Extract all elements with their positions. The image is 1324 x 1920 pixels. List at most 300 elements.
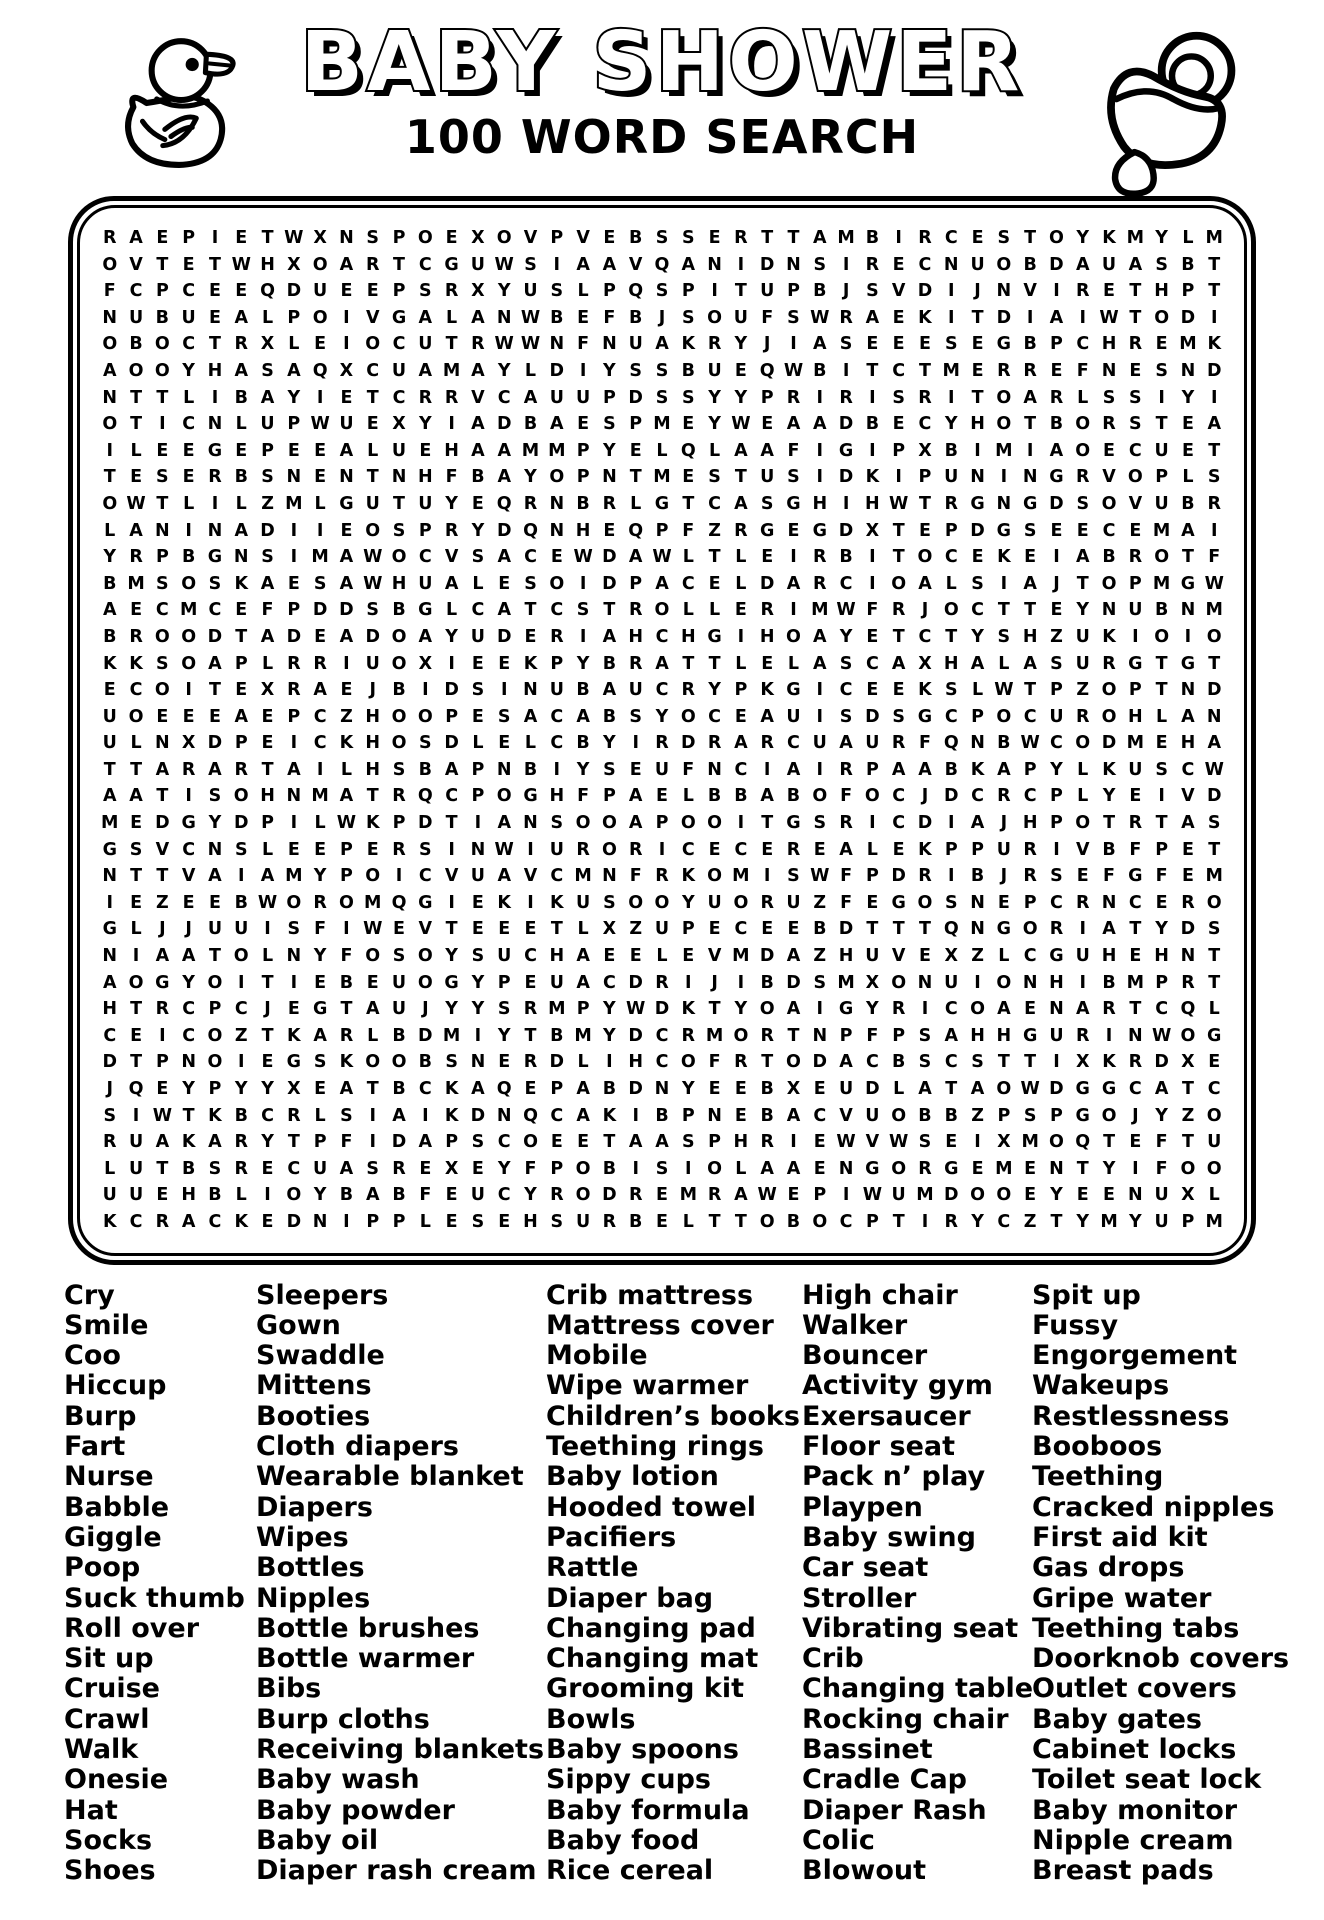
grid-letter: L — [1208, 999, 1220, 1020]
grid-letter: D — [1049, 254, 1064, 275]
grid-letter: L — [314, 1105, 326, 1126]
grid-letter: E — [130, 1025, 143, 1046]
grid-letter: Q — [496, 1079, 512, 1099]
grid-letter: S — [839, 334, 853, 355]
grid-letter: P — [392, 1211, 406, 1232]
grid-letter: E — [393, 919, 405, 940]
grid-letter: I — [579, 626, 587, 647]
grid-letter: D — [1049, 1079, 1064, 1099]
grid-letter: L — [340, 759, 352, 780]
grid-letter: P — [208, 1079, 222, 1099]
grid-letter: G — [286, 1052, 302, 1073]
grid-letter: L — [235, 414, 247, 435]
grid-letter: K — [523, 653, 538, 674]
grid-letter: B — [339, 1185, 354, 1206]
grid-letter: R — [1128, 1052, 1143, 1073]
grid-letter: V — [865, 1132, 880, 1153]
grid-letter: I — [921, 1211, 929, 1232]
grid-letter: I — [553, 759, 561, 780]
grid-letter: H — [943, 653, 959, 674]
grid-letter: I — [974, 972, 981, 993]
grid-letter: T — [103, 759, 116, 780]
word-search-inner-border — [77, 205, 1247, 1256]
grid-letter: U — [891, 1185, 906, 1206]
grid-letter: O — [996, 414, 1012, 435]
grid-letter: S — [1207, 919, 1221, 940]
grid-letter: O — [917, 547, 933, 568]
grid-letter: B — [576, 733, 590, 754]
grid-letter: I — [1053, 1052, 1060, 1073]
grid-letter: K — [234, 573, 249, 594]
word-list-column — [256, 1281, 546, 1887]
grid-letter: P — [734, 680, 748, 701]
grid-letter: R — [234, 334, 248, 355]
grid-letter: I — [527, 839, 534, 860]
grid-letter: A — [786, 999, 801, 1020]
grid-letter: I — [1105, 1025, 1113, 1046]
grid-letter: D — [444, 733, 459, 754]
grid-letter: E — [1024, 1185, 1037, 1206]
grid-letter: R — [655, 733, 669, 754]
grid-letter: P — [550, 228, 564, 248]
grid-letter: N — [1180, 946, 1196, 967]
grid-letter: C — [734, 839, 748, 860]
grid-letter: E — [208, 281, 221, 302]
grid-letter: T — [945, 626, 958, 647]
grid-letter: B — [576, 493, 590, 514]
grid-letter: C — [497, 1132, 511, 1153]
grid-letter: I — [290, 520, 298, 541]
grid-letter: H — [996, 1025, 1012, 1046]
word-list-item: Colic — [802, 1824, 875, 1856]
grid-letter: U — [523, 281, 538, 302]
grid-letter: J — [106, 1079, 114, 1099]
grid-letter: O — [128, 360, 144, 381]
grid-letter: O — [707, 307, 723, 328]
grid-letter: E — [524, 972, 537, 993]
grid-letter: O — [812, 1211, 828, 1232]
grid-letter: L — [656, 946, 668, 967]
grid-letter: T — [787, 228, 800, 248]
word-list-item: Car seat — [802, 1552, 929, 1584]
grid-letter: E — [235, 281, 248, 302]
grid-letter: Y — [576, 759, 590, 780]
grid-letter: C — [971, 600, 984, 621]
grid-letter: Y — [1102, 786, 1116, 807]
word-list-item: Exersaucer — [802, 1400, 971, 1432]
grid-letter: E — [550, 1132, 563, 1153]
grid-letter: P — [708, 1132, 721, 1153]
grid-letter: U — [786, 706, 801, 727]
grid-letter: R — [1181, 892, 1195, 913]
grid-letter: I — [658, 839, 666, 860]
grid-letter: I — [790, 547, 797, 568]
grid-letter: U — [1207, 1132, 1222, 1153]
grid-letter: N — [102, 866, 118, 887]
grid-letter: I — [606, 1052, 613, 1073]
grid-letter: Y — [1155, 228, 1168, 248]
grid-letter: A — [260, 626, 275, 647]
grid-letter: O — [891, 972, 907, 993]
grid-letter: J — [921, 600, 929, 621]
grid-letter: S — [576, 600, 590, 621]
grid-letter: I — [343, 919, 350, 940]
grid-letter: E — [1129, 520, 1142, 541]
grid-letter: F — [603, 307, 616, 328]
grid-letter: Y — [208, 813, 222, 834]
grid-letter: C — [550, 1105, 564, 1126]
grid-letter: T — [130, 387, 143, 408]
grid-letter: Y — [944, 414, 958, 435]
grid-letter: S — [1129, 414, 1142, 435]
grid-letter: E — [471, 653, 484, 674]
grid-letter: Y — [603, 440, 616, 461]
grid-letter: T — [1155, 653, 1168, 674]
grid-row — [90, 1209, 1234, 1236]
grid-letter: R — [181, 759, 196, 780]
grid-letter: D — [207, 626, 223, 647]
grid-letter: M — [442, 360, 461, 381]
grid-letter: T — [156, 254, 169, 275]
grid-letter: B — [865, 414, 880, 435]
grid-letter: R — [103, 1132, 117, 1153]
grid-letter: R — [602, 493, 617, 514]
grid-letter: P — [1155, 972, 1169, 993]
grid-letter: Q — [260, 281, 275, 302]
grid-letter: I — [869, 573, 876, 594]
grid-letter: N — [970, 892, 985, 913]
grid-letter: B — [181, 1158, 196, 1179]
grid-letter: O — [891, 1158, 907, 1179]
grid-letter: D — [1101, 733, 1117, 754]
grid-letter: N — [102, 946, 118, 967]
grid-letter: M — [1021, 1132, 1039, 1153]
grid-letter: M — [811, 600, 829, 621]
grid-letter: A — [734, 733, 748, 754]
grid-letter: C — [944, 706, 958, 727]
grid-letter: B — [813, 919, 827, 940]
grid-letter: V — [891, 946, 906, 967]
grid-letter: B — [1181, 254, 1195, 275]
word-list-item: First aid kit — [1032, 1521, 1208, 1553]
grid-letter: Q — [628, 520, 644, 541]
grid-letter: O — [102, 254, 118, 275]
grid-letter: A — [1049, 440, 1064, 461]
grid-letter: L — [130, 733, 142, 754]
grid-letter: Z — [629, 919, 643, 940]
grid-letter: J — [159, 919, 166, 940]
grid-letter: E — [340, 387, 353, 408]
grid-letter: S — [103, 1105, 117, 1126]
grid-letter: C — [1207, 1079, 1221, 1099]
grid-letter: A — [997, 999, 1011, 1020]
grid-letter: W — [336, 813, 357, 834]
grid-letter: E — [1181, 839, 1194, 860]
grid-letter: E — [471, 919, 484, 940]
grid-letter: A — [497, 600, 511, 621]
word-list-item: Hiccup — [64, 1370, 167, 1402]
grid-letter: I — [211, 228, 219, 248]
grid-letter: B — [1102, 839, 1116, 860]
word-list-item: Onesie — [64, 1764, 169, 1796]
grid-letter: E — [892, 334, 905, 355]
grid-letter: T — [971, 387, 984, 408]
grid-letter: V — [129, 254, 143, 275]
grid-letter: O — [496, 786, 512, 807]
grid-letter: Z — [1023, 1211, 1037, 1232]
grid-letter: E — [498, 1052, 511, 1073]
grid-letter: K — [365, 813, 380, 834]
word-list-item: Baby wash — [256, 1764, 420, 1796]
grid-letter: E — [156, 706, 169, 727]
grid-letter: S — [1023, 520, 1037, 541]
grid-letter: O — [286, 1185, 302, 1206]
grid-letter: M — [837, 972, 855, 993]
grid-letter: T — [208, 680, 221, 701]
grid-letter: I — [1132, 626, 1139, 647]
grid-letter: B — [418, 759, 432, 780]
grid-letter: N — [549, 493, 565, 514]
grid-letter: A — [155, 946, 170, 967]
grid-letter: A — [1181, 706, 1195, 727]
grid-letter: W — [652, 547, 672, 568]
grid-letter: T — [208, 254, 221, 275]
grid-letter: M — [1205, 228, 1223, 248]
grid-letter: C — [1050, 733, 1063, 754]
grid-letter: D — [207, 733, 223, 754]
grid-letter: S — [681, 387, 695, 408]
grid-letter: I — [422, 1105, 429, 1126]
grid-letter: R — [576, 839, 590, 860]
grid-row — [90, 1076, 1234, 1103]
grid-letter: U — [391, 999, 407, 1020]
grid-letter: M — [653, 467, 671, 488]
grid-letter: S — [1155, 254, 1168, 275]
grid-letter: D — [1049, 493, 1064, 514]
grid-letter: E — [682, 946, 695, 967]
grid-letter: W — [1020, 1079, 1040, 1099]
grid-letter: E — [1103, 1185, 1116, 1206]
grid-letter: R — [944, 493, 958, 514]
word-list-item: Booties — [256, 1400, 371, 1432]
grid-letter: Y — [734, 387, 748, 408]
grid-letter: M — [942, 360, 960, 381]
word-list-item: Changing table — [802, 1673, 1034, 1705]
grid-letter: F — [840, 892, 853, 913]
grid-letter: Y — [603, 360, 616, 381]
word-list-column — [546, 1281, 802, 1887]
grid-letter: Z — [156, 892, 169, 913]
grid-letter: P — [576, 467, 590, 488]
grid-letter: L — [1208, 1185, 1220, 1206]
grid-letter: O — [1049, 228, 1064, 248]
grid-letter: E — [314, 334, 327, 355]
grid-letter: H — [365, 733, 381, 754]
grid-letter: I — [895, 228, 902, 248]
grid-letter: J — [422, 999, 429, 1020]
word-list-item: Wipes — [256, 1521, 349, 1553]
grid-row — [90, 624, 1234, 651]
grid-letter: O — [601, 813, 617, 834]
word-list-item: Suck thumb — [64, 1582, 245, 1614]
grid-letter: O — [128, 706, 144, 727]
grid-letter: E — [971, 360, 984, 381]
word-list-item: Diaper rash cream — [256, 1855, 537, 1887]
grid-letter: O — [549, 573, 565, 594]
grid-letter: Y — [603, 999, 616, 1020]
grid-letter: W — [626, 999, 646, 1020]
grid-letter: O — [1075, 733, 1091, 754]
grid-letter: C — [497, 387, 511, 408]
grid-letter: I — [1210, 307, 1218, 328]
grid-letter: Z — [813, 892, 827, 913]
grid-letter: T — [1155, 414, 1168, 435]
grid-letter: B — [1102, 547, 1116, 568]
word-list-item: Swaddle — [256, 1340, 385, 1372]
grid-letter: T — [287, 1132, 300, 1153]
grid-letter: C — [366, 360, 380, 381]
grid-letter: W — [363, 547, 383, 568]
grid-letter: P — [602, 786, 616, 807]
grid-letter: S — [603, 759, 616, 780]
grid-letter: F — [787, 440, 800, 461]
grid-letter: F — [1155, 866, 1168, 887]
grid-letter: T — [761, 228, 774, 248]
grid-letter: S — [392, 759, 406, 780]
grid-letter: T — [235, 626, 248, 647]
grid-letter: I — [316, 759, 324, 780]
grid-letter: E — [945, 1132, 958, 1153]
grid-letter: D — [286, 626, 302, 647]
grid-letter: N — [523, 680, 538, 701]
grid-letter: T — [1129, 919, 1142, 940]
grid-letter: Y — [445, 626, 458, 647]
word-list-item: Pacifiers — [546, 1521, 677, 1553]
grid-letter: Y — [182, 360, 195, 381]
grid-letter: B — [918, 1105, 932, 1126]
word-list-item: Teething tabs — [1032, 1612, 1240, 1644]
grid-row — [90, 704, 1234, 731]
grid-letter: E — [971, 228, 984, 248]
grid-letter: Y — [708, 387, 721, 408]
grid-letter: U — [970, 254, 985, 275]
grid-letter: O — [996, 1185, 1012, 1206]
grid-letter: D — [286, 281, 302, 302]
grid-letter: L — [261, 839, 274, 860]
grid-letter: R — [891, 600, 906, 621]
grid-letter: N — [155, 733, 170, 754]
grid-letter: P — [1128, 573, 1142, 594]
grid-letter: O — [312, 307, 328, 328]
grid-letter: N — [1022, 972, 1038, 993]
grid-letter: D — [549, 360, 565, 381]
grid-letter: R — [1076, 467, 1090, 488]
word-list-item: Mattress cover — [546, 1309, 774, 1341]
grid-letter: O — [864, 786, 880, 807]
grid-letter: P — [681, 1105, 695, 1126]
grid-letter: O — [575, 1185, 591, 1206]
grid-letter: U — [707, 892, 722, 913]
grid-letter: C — [392, 334, 406, 355]
grid-letter: P — [918, 467, 932, 488]
grid-letter: B — [865, 228, 880, 248]
grid-letter: C — [865, 1052, 879, 1073]
grid-letter: S — [655, 360, 669, 381]
word-list-column — [1032, 1281, 1312, 1887]
grid-letter: A — [997, 759, 1011, 780]
grid-letter: X — [865, 520, 880, 541]
grid-letter: M — [311, 786, 329, 807]
grid-letter: O — [1206, 892, 1222, 913]
word-list-item: Changing pad — [546, 1612, 756, 1644]
grid-letter: K — [1102, 626, 1116, 647]
grid-letter: U — [128, 1132, 144, 1153]
grid-letter: Z — [1050, 626, 1063, 647]
grid-letter: S — [497, 706, 511, 727]
grid-letter: T — [734, 467, 747, 488]
grid-letter: B — [1023, 254, 1037, 275]
grid-letter: E — [314, 467, 327, 488]
grid-letter: B — [181, 547, 196, 568]
grid-letter: Y — [971, 1211, 984, 1232]
grid-letter: U — [1128, 759, 1143, 780]
grid-letter: P — [760, 387, 774, 408]
grid-letter: V — [628, 254, 643, 275]
grid-letter: A — [918, 759, 932, 780]
grid-letter: A — [208, 866, 222, 887]
word-list-item: Crib mattress — [546, 1279, 754, 1311]
grid-letter: Y — [866, 999, 879, 1020]
grid-letter: Y — [655, 706, 669, 727]
grid-letter: V — [1023, 281, 1037, 302]
grid-letter: O — [996, 706, 1012, 727]
grid-letter: I — [579, 573, 587, 594]
grid-letter: S — [471, 680, 485, 701]
grid-letter: F — [629, 866, 642, 887]
grid-letter: R — [234, 1132, 248, 1153]
grid-letter: T — [1208, 972, 1221, 993]
grid-letter: I — [395, 866, 403, 887]
grid-letter: H — [365, 759, 381, 780]
grid-letter: U — [418, 334, 433, 355]
grid-letter: W — [363, 573, 383, 594]
grid-letter: Y — [182, 1079, 195, 1099]
grid-letter: O — [654, 600, 670, 621]
grid-letter: E — [445, 228, 458, 248]
grid-letter: H — [812, 493, 828, 514]
grid-letter: F — [918, 733, 931, 754]
grid-letter: R — [628, 653, 643, 674]
word-list-item: Pack n’ play — [802, 1461, 986, 1493]
grid-letter: M — [1205, 866, 1223, 887]
grid-letter: C — [708, 706, 721, 727]
grid-letter: Y — [603, 1025, 616, 1046]
grid-letter: B — [234, 1105, 248, 1126]
grid-letter: T — [524, 600, 537, 621]
grid-letter: A — [365, 1185, 380, 1206]
grid-letter: A — [839, 839, 853, 860]
grid-letter: C — [287, 1158, 301, 1179]
word-list-item: Bottles — [256, 1552, 365, 1584]
grid-letter: K — [760, 680, 774, 701]
grid-letter: H — [1049, 972, 1064, 993]
grid-letter: U — [549, 839, 564, 860]
grid-letter: F — [340, 1132, 353, 1153]
grid-letter: E — [813, 1132, 826, 1153]
grid-letter: C — [471, 600, 485, 621]
grid-letter: E — [287, 839, 300, 860]
grid-letter: R — [339, 1025, 354, 1046]
